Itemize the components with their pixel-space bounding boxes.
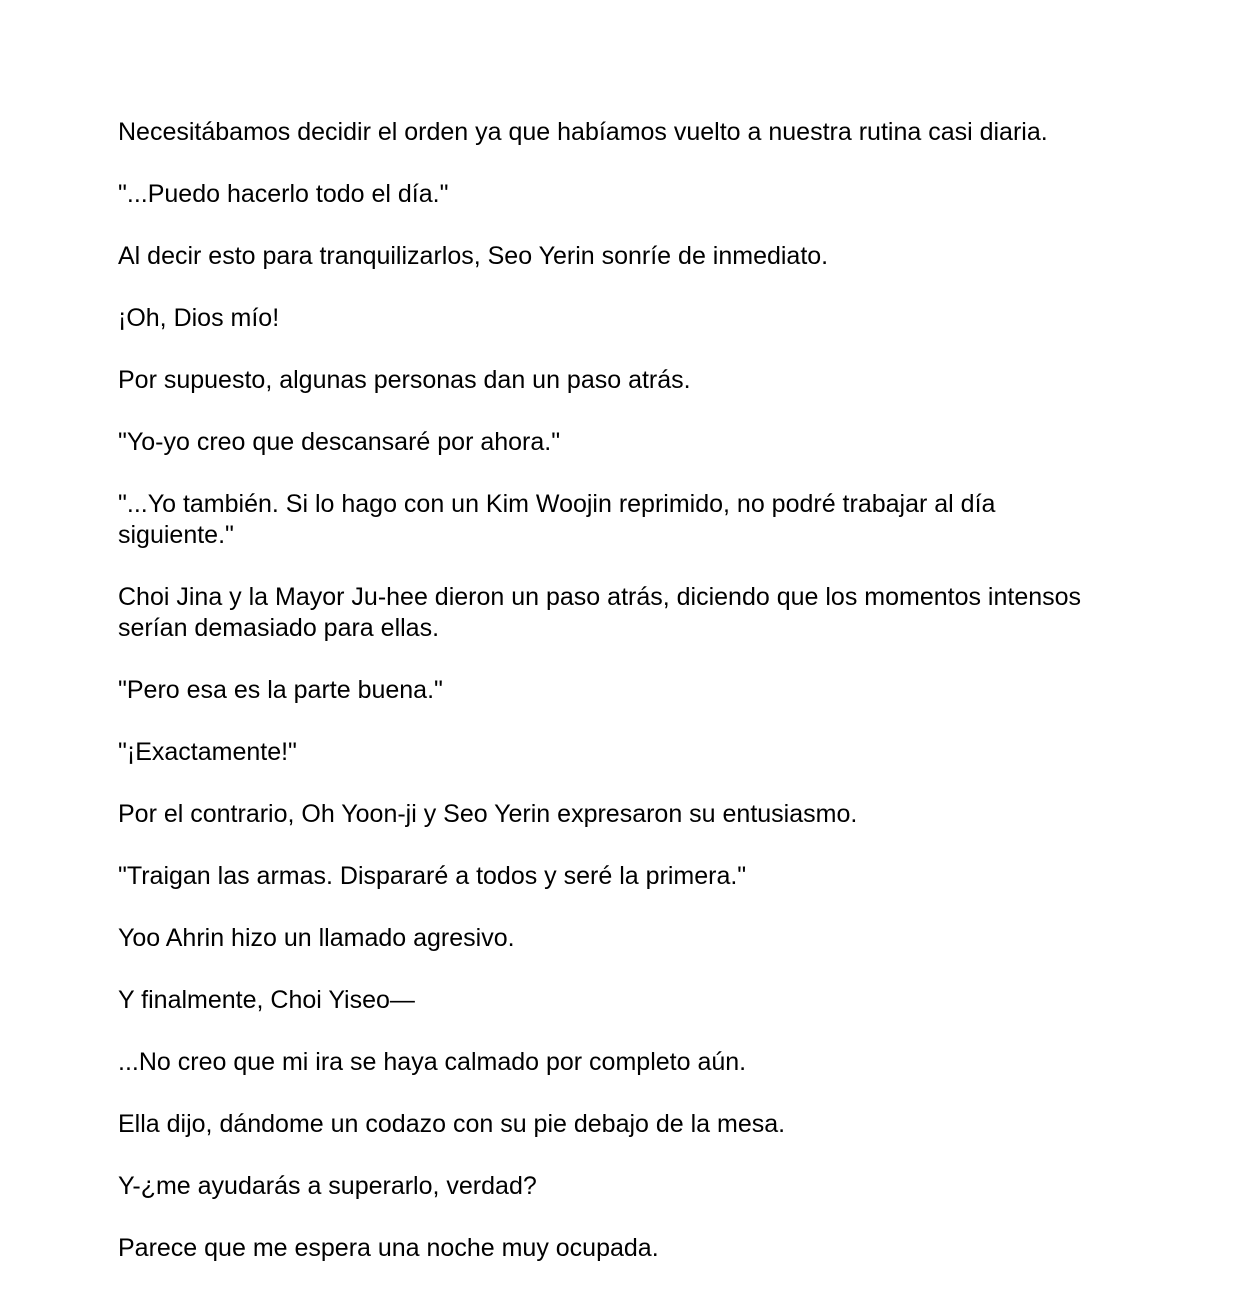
paragraph: "¡Exactamente!" [118,738,297,766]
paragraph: Al decir esto para tranquilizarlos, Seo Yerin sonríe de inmediato. [118,242,829,270]
paragraph: Ella dijo, dándome un codazo con su pie debajo de la mesa. [118,1110,786,1138]
paragraph: Necesitábamos decidir el orden ya que habíamos vuelto a nuestra rutina casi diaria. [118,118,1048,146]
paragraph: Y-¿me ayudarás a superarlo, verdad? [118,1172,537,1200]
paragraph: "Pero esa es la parte buena." [118,676,443,704]
paragraph: "Yo-yo creo que descansaré por ahora." [118,428,561,456]
paragraph: Parece que me espera una noche muy ocupada. [118,1234,659,1262]
paragraph: Por supuesto, algunas personas dan un paso atrás. [118,366,691,394]
paragraph: Yoo Ahrin hizo un llamado agresivo. [118,924,515,952]
document-body [118,117,1118,1295]
paragraph: ¡Oh, Dios mío! [118,304,280,332]
paragraph: "Traigan las armas. Dispararé a todos y seré la primera." [118,862,747,890]
paragraph: "...Puedo hacerlo todo el día." [118,180,449,208]
paragraph: "...Yo también. Si lo hago con un Kim Woojin reprimido, no podré trabajar al día siguiente." [118,490,996,549]
paragraph: ...No creo que mi ira se haya calmado por completo aún. [118,1048,747,1076]
paragraph: Por el contrario, Oh Yoon-ji y Seo Yerin expresaron su entusiasmo. [118,800,858,828]
paragraph: Y finalmente, Choi Yiseo— [118,986,415,1014]
paragraph: Choi Jina y la Mayor Ju-hee dieron un paso atrás, diciendo que los momentos intensos serían demasiado para ellas. [118,583,1082,642]
